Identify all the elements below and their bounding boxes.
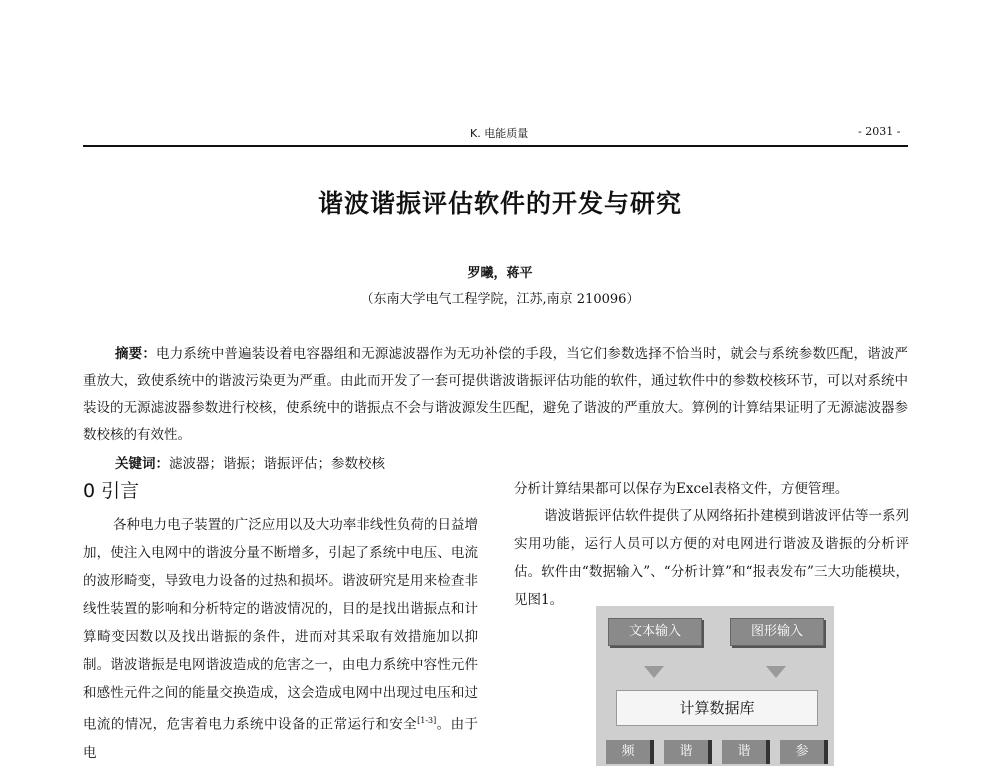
- paper-authors: 罗曦，蒋平: [467, 266, 533, 281]
- figure-box-graph-input: 图形输入: [730, 618, 824, 646]
- figure-box-database: 计算数据库: [616, 690, 818, 726]
- left-column-paragraph: [83, 511, 478, 767]
- keywords-text: 滤波器；谐振；谐振评估；参数校核: [169, 456, 385, 472]
- figure-module-box: 参: [780, 740, 828, 764]
- paper-affiliation: （东南大学电气工程学院，江苏,南京 210096）: [360, 292, 640, 307]
- figure-1: [596, 606, 834, 766]
- figure-module-box: 频: [606, 740, 654, 764]
- down-arrow-icon: [766, 666, 786, 678]
- figure-box-text-input: 文本输入: [608, 618, 702, 646]
- paper-title: 谐波谐振评估软件的开发与研究: [317, 189, 682, 218]
- down-arrow-icon: [644, 666, 664, 678]
- abstract-text: 电力系统中普遍装设着电容器组和无源滤波器作为无功补偿的手段，当它们参数选择不恰当时，就会与系统参数匹配，谐波严重放大，致使系统中的谐波污染更为严重。由此而开发了一套可提供谐波谐振评估功能的软件，通过软件中的参数校核环节，可以对系统中装设的无源滤波器参数进行校核，使系统中的谐振点不会与谐波源发生匹配，避免了谐波的严重放大。算例的计算结果证明了无源滤波器参数校核的有效性。: [83, 346, 909, 443]
- abstract: [83, 341, 908, 449]
- left-para-main: 各种电力电子装置的广泛应用以及大功率非线性负荷的日益增加，使注入电网中的谐波分量不断增多，引起了系统中电压、电流的波形畸变，导致电力设备的过热和损坏。谐波研究是用来检查非线性装置的影响和分析特定的谐波情况的，目的是找出谐振点和计算畸变因数以及找出谐振的条件，进而对其采取有效措施加以抑制。谐波谐振是电网谐波造成的危害之一，由电力系统中容性元件和感性元件之间的能量交换造成，这会造成电网中出现过电压和过电流的情况，危害着电力系统中设备的正常运行和安全: [83, 517, 478, 733]
- figure-module-box: 谐: [722, 740, 770, 764]
- keywords: [115, 452, 385, 472]
- section-heading: 0 引言: [83, 480, 140, 502]
- header-rule: [83, 145, 908, 147]
- left-para-tail: 。由于电: [83, 716, 479, 761]
- running-head: K. 电能质量: [470, 127, 529, 140]
- right-column-paragraph: 谐波谐振评估软件提供了从网络拓扑建模到谐波评估等一系列实用功能，运行人员可以方便的对电网进行谐波及谐振的分析评估。软件由“数据输入”、“分析计算”和“报表发布”三大功能模块，见图1。: [514, 508, 909, 608]
- keywords-label: 关键词：: [115, 456, 169, 472]
- citation: [1-3]: [417, 716, 437, 725]
- figure-module-box: 谐: [664, 740, 712, 764]
- abstract-label: 摘要：: [115, 346, 157, 362]
- page-number: - 2031 -: [858, 125, 901, 138]
- right-column-line: 分析计算结果都可以保存为Excel表格文件，方便管理。: [514, 481, 849, 497]
